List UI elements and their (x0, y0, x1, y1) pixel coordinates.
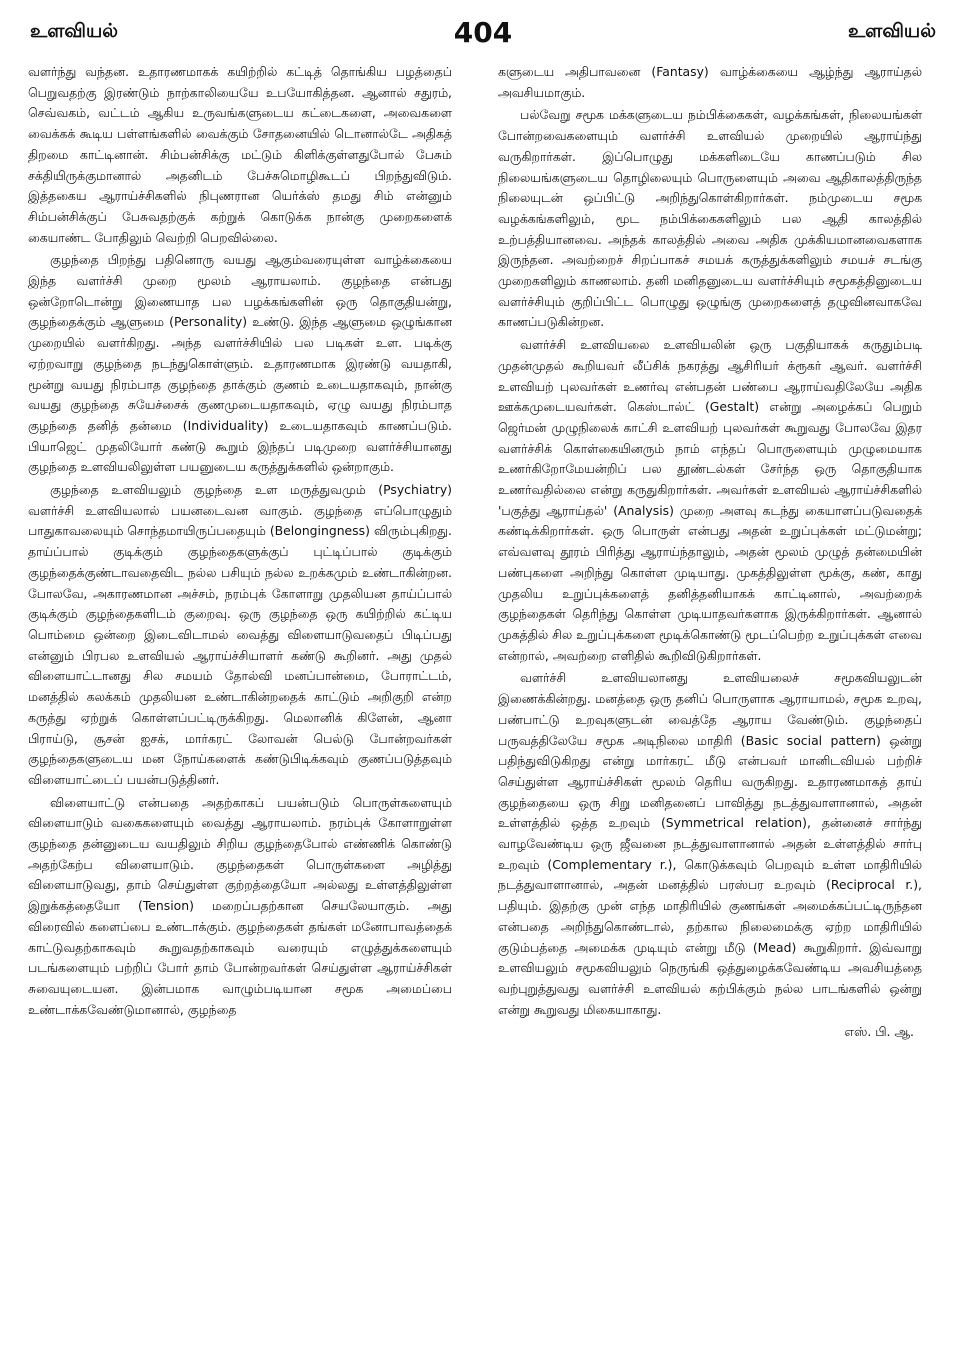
paragraph: குழந்தை உளவியலும் குழந்தை உள மருத்துவமும் (Psychiatry) வளர்ச்சி உளவியலால் பயனடைவன வாகும். குழந்தை எப்பொழுதும் பாதுகாவலையும் சொந்தமாயிருப்பதையும் (Belongingness) விரும்புகிறது. தாய்ப்பால் குடிக்கும் குழந்தைகளுக்குப் புட்டிப்பால் குடிக்கும் குழந்தைக்குண்டாவதைவிட நல்ல பசியும் நல்ல உறக்கமும் உண்டாகின்றன. போலவே, அகாரணமான அச்சம், நரம்புக் கோளாறு முதலியன தாய்ப்பால் குடிக்கும் குழந்தைகளிடம் குறைவு. ஒரு குழந்தை ஒரு கயிற்றில் கட்டிய பொம்மை ஒன்றை இடைவிடாமல் வைத்து விளையாடுவதைப் பிடிப்பது என்னும் பிரபல உளவியல் ஆராய்ச்சியாளர் கண்டு கூறினர். அது முதல் விளையாட்டானது சில சமயம் தோல்வி மனப்பான்மை, போராட்டம், மனத்தில் கலக்கம் முதலியன உண்டாகின்றதைக் காட்டும் அறிகுறி என்ற கருத்து ஏற்றுக் கொள்ளப்பட்டிருக்கிறது. மெலானிக் கிளேன், ஆனா பிராய்டு, சூசன் ஐசக், மார்கரட் லோவன் பெல்டு போன்றவர்கள் குழந்தைகளுடைய மன நோய்களைக் கண்டுபிடிக்கவும் குணப்படுத்தவும் விளையாட்டைப் பயன்படுத்தினர். (28, 482, 452, 787)
running-title-left: உளவியல் (30, 20, 119, 42)
author-signature: எஸ். பி. ஆ. (844, 1024, 914, 1040)
page-number: 404 (453, 16, 513, 49)
paragraph: களுடைய அதிபாவனை (Fantasy) வாழ்க்கையை ஆழ்ந்து ஆராய்தல் அவசியமாகும். (498, 64, 922, 100)
paragraph: வளர்ச்சி உளவியலானது உளவியலைச் சமூகவியலுடன் இணைக்கின்றது. மனத்தை ஒரு தனிப் பொருளாக ஆராயாமல், சமூக உறவு, பண்பாட்டு உறவுகளுடன் வைத்தே ஆராய வேண்டும். குழந்தைப் பருவத்திலேயே சமூக அடிநிலை மாதிரி (Basic social pattern) ஒன்று பதிந்துவிடுகிறது என்று மார்கரட் மீடு என்பவர் மானிடவியல் பற்றிச் செய்துள்ள ஆராய்ச்சிகள் மூலம் தெரிய வருகிறது. உதாரணமாகத் தாய் குழந்தையை ஒரு சிறு மனிதனைப் பாவித்து நடத்துவாளானால், அதன் உள்ளத்தில் ஒத்த உறவும் (Symmetrical relation), தன்னைச் சார்ந்து வாழவேண்டிய ஒரு ஜீவனை நடத்துவாளானால் அதன் உள்ளத்தில் சார்பு உறவும் (Complementary r.), கொடுக்கவும் பெறவும் உள்ள மாதிரியில் நடத்துவாளானால், அதன் மனத்தில் பரஸ்பர உறவும் (Reciprocal r.), பதியும். இதற்கு முன் எந்த மாதிரியில் குணங்கள் அமைக்கப்பட்டிருந்தன என்பதை அறிந்துகொண்டால், தற்கால நிலைமைக்கு ஏற்ற மாதிரியில் குடும்பத்தை அமைக்க முடியும் என்று மீடு (Mead) கூறுகிறார். இவ்வாறு உளவியலும் சமூகவியலும் நெருங்கி ஒத்துழைக்கவேண்டிய அவசியத்தை வற்புறுத்துவது வளர்ச்சி உளவியல் கற்பிக்கும் நல்ல பாடங்களில் ஒன்று என்று கூறுவது மிகையாகாது. (498, 670, 922, 1017)
left-column (28, 62, 452, 1352)
right-column (498, 62, 922, 1352)
paragraph: பல்வேறு சமூக மக்களுடைய நம்பிக்கைகள், வழக்கங்கள், நிலையங்கள் போன்றவைகளையும் வளர்ச்சி உளவியல் முறையில் ஆராய்ந்து வருகிறார்கள். இப்பொழுது மக்களிடையே காணப்படும் சில நிலையங்களுடைய தொழிலையும் பொருளையும் அவை ஆதிகாலத்திருந்த நிலையுடன் ஒப்பிட்டு அறிந்துகொள்கிறார்கள். நம்முடைய சமூக வழக்கங்களிலும், மூட நம்பிக்கைகளிலும் பல ஆதி காலத்தில் உற்பத்தியானவை. அந்தக் காலத்தில் அவை அதிக முக்கியமானவைகளாக இருந்தன. அவற்றைச் சிறப்பாகச் சமயக் கருத்துக்களிலும் சமயச் சடங்கு முறைகளிலும் காணலாம். தனி மனிதனுடைய வளர்ச்சியும் சமூகத்தினுடைய வளர்ச்சியும் குறிப்பிட்ட பொழுது ஒழுங்கு முறைகளைத் தழுவினவாகவே காணப்படுகின்றன. (498, 107, 922, 330)
paragraph: விளையாட்டு என்பதை அதற்காகப் பயன்படும் பொருள்களையும் விளையாடும் வகைகளையும் வைத்து ஆராயலாம். நரம்புக் கோளாறுள்ள குழந்தை தன்னுடைய வயதிலும் சிறிய குழந்தைபோல் எண்ணிக் கொண்டு அதற்கேற்ப விளையாடும். குழந்தைகள் பொருள்களை அழித்து விளையாடுவது, தாம் செய்துள்ள குற்றத்தையோ அல்லது உள்ளத்திலுள்ள இறுக்கத்தையோ (Tension) மறைப்பதற்கான செயலேயாகும். அது விரைவில் களைப்பை உண்டாக்கும். குழந்தைகள் தங்கள் மனோபாவத்தைக் காட்டுவதற்காகவும் கூறுவதற்காகவும் வரையும் எழுத்துக்களையும் படங்களையும் பற்றிப் போர் தாம் போன்றவர்கள் செய்துள்ள ஆராய்ச்சிகள் சுவையுடையன. இன்பமாக வாழும்படியான சமூக அமைப்பை உண்டாக்கவேண்டுமானால், குழந்தை (28, 794, 452, 1017)
running-title-right: உளவியல் (847, 20, 936, 42)
page-header (30, 16, 936, 50)
paragraph: வளர்ந்து வந்தன. உதாரணமாகக் கயிற்றில் கட்டித் தொங்கிய பழத்தைப் பெறுவதற்கு இரண்டும் நாற்காலியையே உபயோகித்தன. ஆனால் சதுரம், செவ்வகம், வட்டம் ஆகிய உருவங்களுடைய கட்டைகளை, அவைகளை வைக்கக் கூடிய பள்ளங்களில் வைக்கும் சோதனையில் டொனால்டே அதிகத் திறமை காட்டினான். சிம்பன்சிக்கு மட்டும் கிளிக்குள்ளதுபோல் பேசும் சக்தியிருக்குமானால் அதனிடம் பேச்சுமொழிகூடப் பிறந்துவிடும். இத்தகைய ஆராய்ச்சிகளில் நிபுணரான யெர்க்ஸ் தமது சிம் என்னும் சிம்பன்சிக்குப் பேசுவதற்குக் கற்றுக் கொடுக்க நான்கு முறைகளைக் கையாண்ட போதிலும் வெற்றி பெறவில்லை. (28, 64, 452, 245)
paragraph: குழந்தை பிறந்து பதினொரு வயது ஆகும்வரையுள்ள வாழ்க்கையை இந்த வளர்ச்சி முறை மூலம் ஆராயலாம். குழந்தை என்பது ஒன்றோடொன்று இணையாத பல பழக்கங்களின் ஒரு தொகுதியன்று, குழந்தைக்கும் ஆளுமை (Personality) உண்டு. இந்த ஆளுமை ஒழுங்கான முறையில் வளர்கிறது. அந்த வளர்ச்சியில் பல படிகள் உள. படிக்கு ஏற்றவாறு குழந்தை நடந்துகொள்ளும். உதாரணமாக இரண்டு வயதாகி, மூன்று வயது நிரம்பாத குழந்தை தாக்கும் குணம் உடையதாகவும், நான்கு வயது குழந்தை சுயேச்சைக் குணமுடையதாகவும், ஏழு வயது நிரம்பாத குழந்தை தனித் தன்மை (Individuality) உடையதாகவும் காணப்படும். பியாஜெட் முதலியோர் கண்டு கூறும் இந்தப் படிமுறை வளர்ச்சியானது குழந்தை உளவியலிலுள்ள பயனுடைய கருத்துக்களில் ஒன்றாகும். (28, 252, 452, 475)
paragraph: வளர்ச்சி உளவியலை உளவியலின் ஒரு பகுதியாகக் கருதும்படி முதன்முதல் கூறியவர் லீப்சிக் நகரத்து ஆசிரியர் க்ரூகர் ஆவர். வளர்ச்சி உளவியற் புலவர்கள் உணர்வு என்பதன் பண்பை ஆராய்வதிலேயே அதிக ஊக்கமுடையவர்கள். கெஸ்டால்ட் (Gestalt) என்று அழைக்கப் பெறும் ஜெர்மன் முழுநிலைக் காட்சி உளவியற் புலவர்கள் கூறுவது போலவே இதர வளர்ச்சிக் கொள்கையினரும் நாம் எந்தப் பொருளையும் முழுமையாக உணர்கிறோமேயன்றிப் பல தூண்டல்கள் சேர்ந்த ஒரு தொகுதியாக உணர்வதில்லை என்று கருதுகிறார்கள். அவர்கள் உளவியல் ஆராய்ச்சிகளில் 'பகுத்து ஆராய்தல்' (Analysis) முறை அளவு கடந்து கையாளப்படுவதைக் கண்டிக்கிறார்கள். ஒரு பொருள் என்பது அதன் உறுப்புக்கள் மட்டுமன்று; எவ்வளவு தூரம் பிரித்து ஆராய்ந்தாலும், அதன் மூலம் முழுத் தன்மையின் பண்புகளை அறிந்து கொள்ள முடியாது. முகத்திலுள்ள மூக்கு, கண், காது முதலிய உறுப்புக்களைத் தனித்தனியாகக் காட்டினால், அவற்றைக் குழந்தைகள் தெரிந்து கொள்ள முடியாதவர்களாக இருக்கிறார்கள். ஆனால் முகத்தில் சில உறுப்புக்களை மூடிக்கொண்டு மூடப்பெற்ற உறுப்புக்கள் எவை என்றால், அவற்றை எளிதில் கூறிவிடுகிறார்கள். (498, 337, 922, 663)
